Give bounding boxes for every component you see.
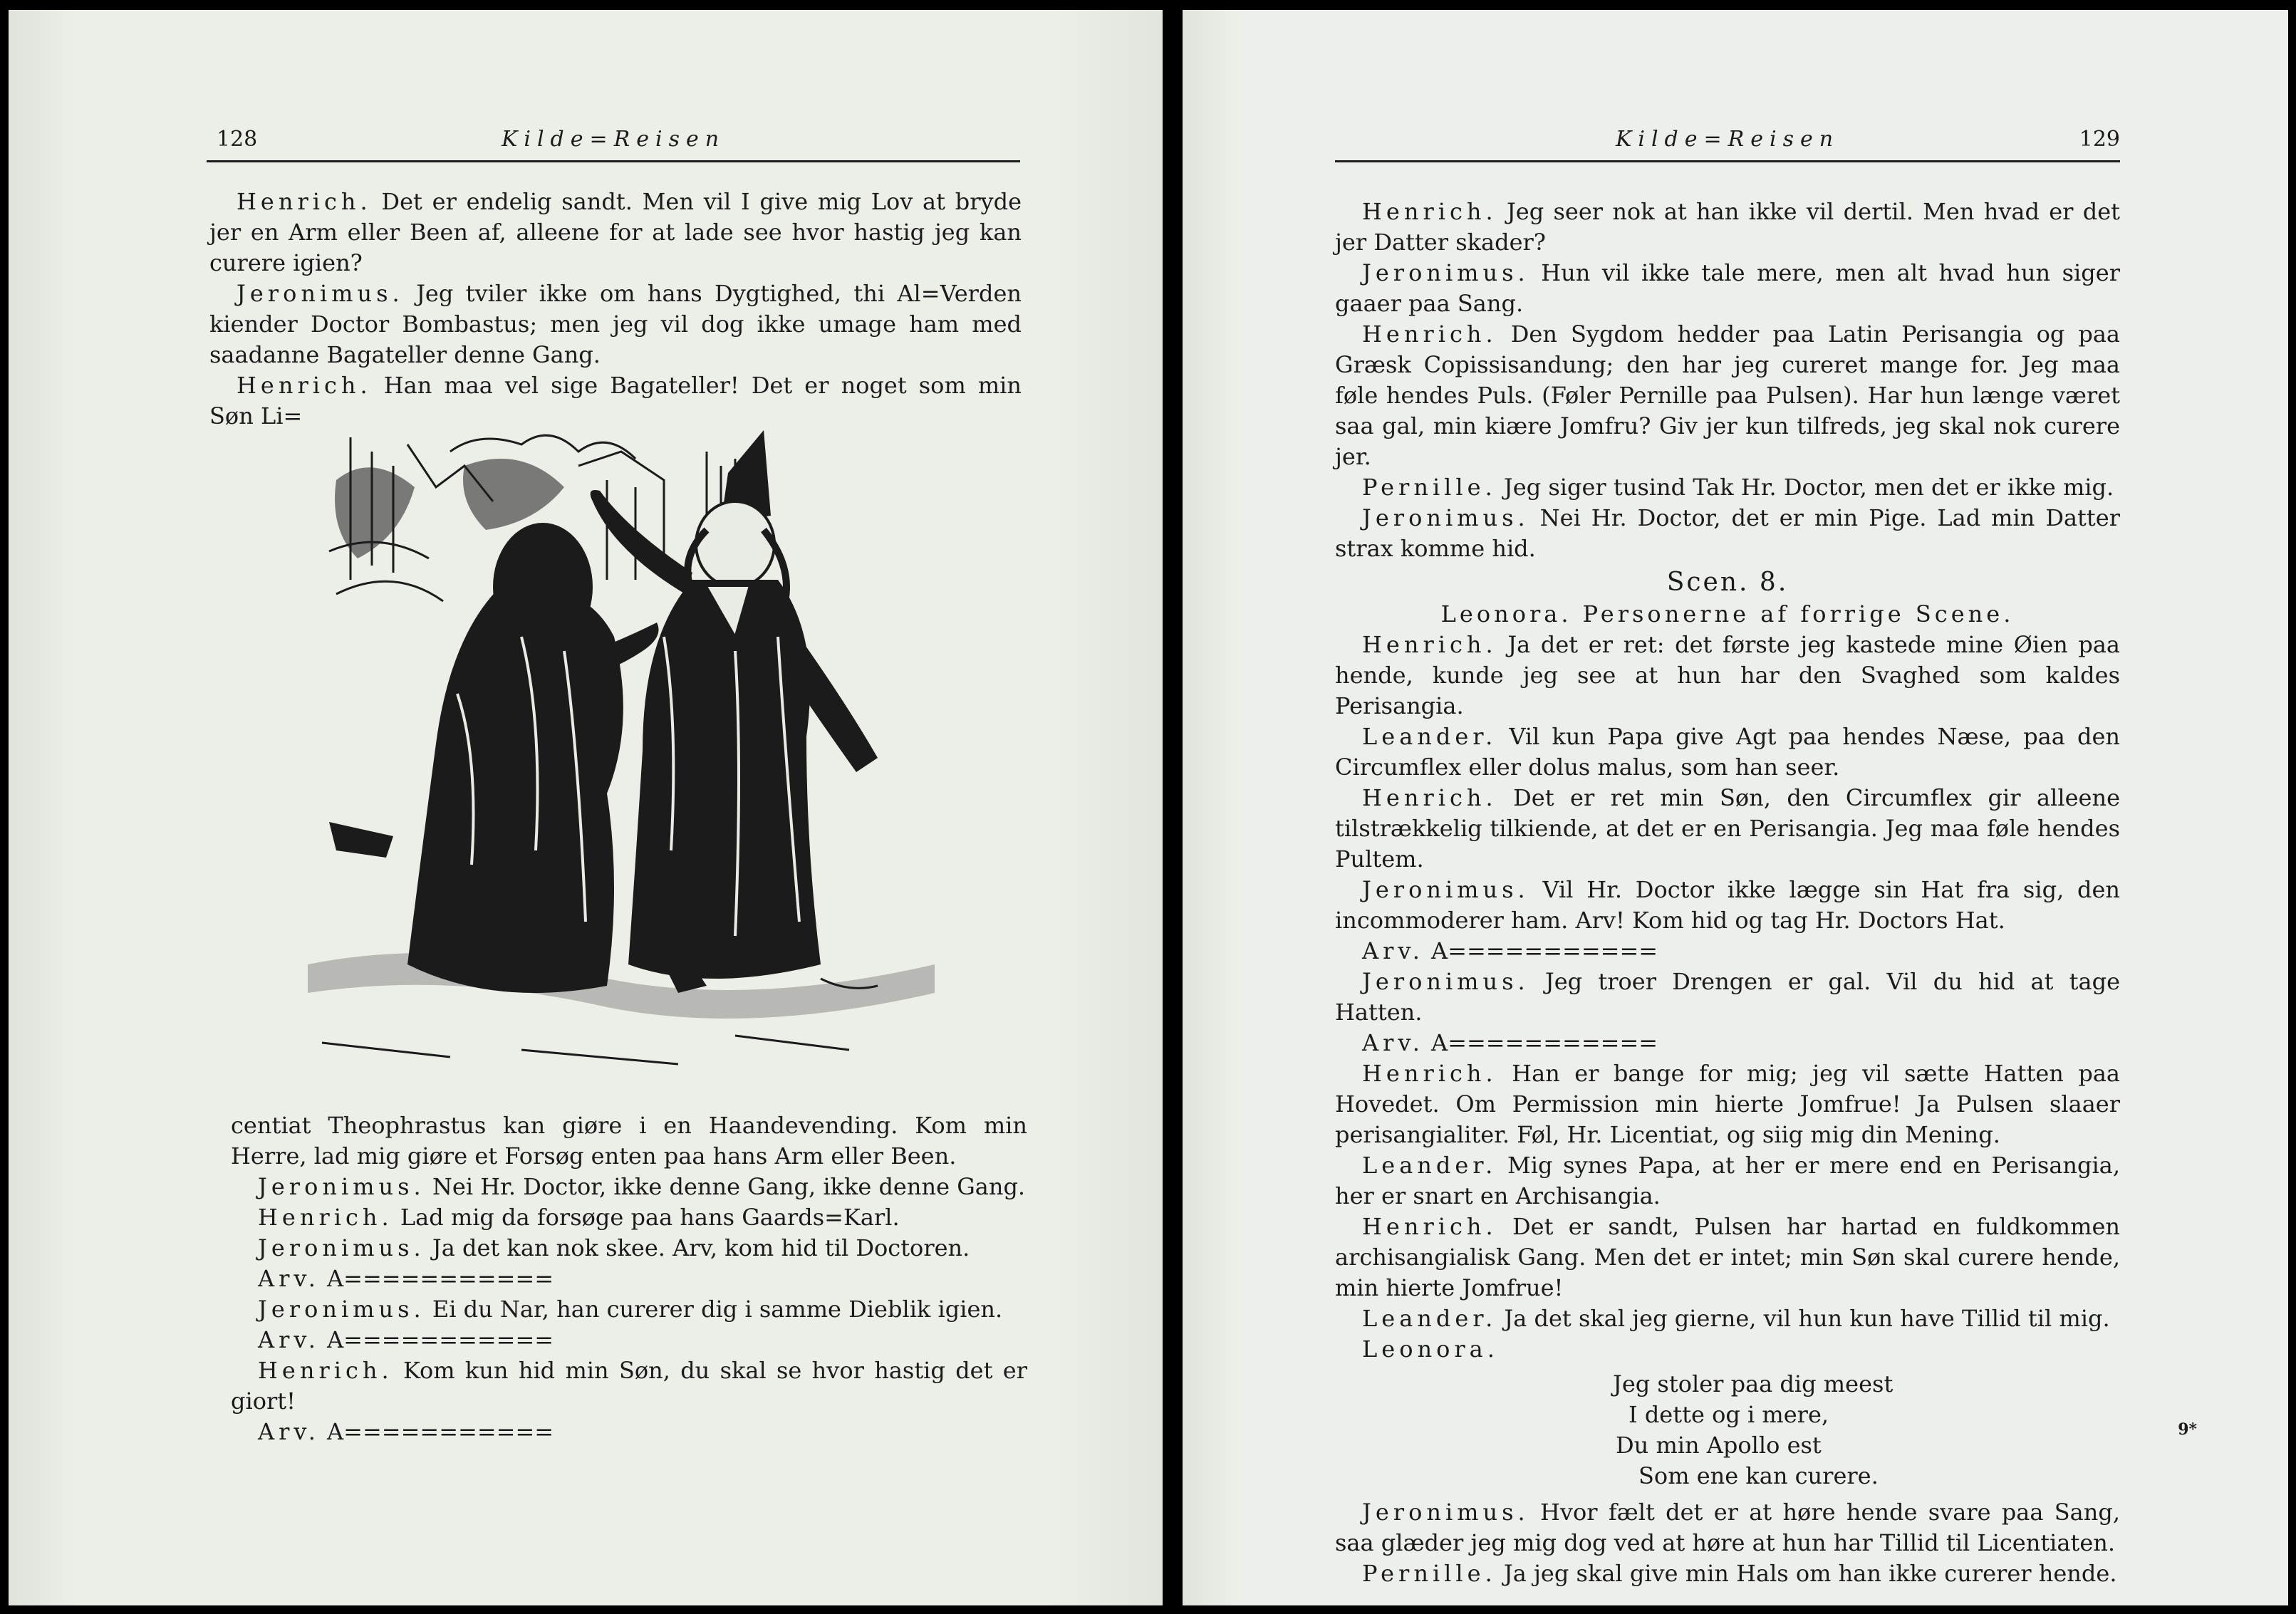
left-running-title: Kilde=Reisen <box>501 127 726 152</box>
line-text: Hvor fælt det er at høre hende svare paa Sang, saa glæder jeg mig dog ved at høre at hun har Tillid til Licentiaten. <box>1335 1499 2120 1556</box>
speaker-name: Pernille. <box>1362 474 1497 501</box>
line-text: Jeg tviler ikke om hans Dygtighed, thi Al=Verden kiender Doctor Bombastus; men jeg vil dog ikke umage ham med saadanne Bagateller denne Gang. <box>209 280 1022 368</box>
dialogue-line <box>1335 1303 2120 1334</box>
line-text: Ja det skal jeg gierne, vil hun kun have Tillid til mig. <box>1497 1305 2110 1332</box>
line-text: Den Sygdom hedder paa Latin Perisangia og paa Græsk Copissisandung; den har jeg cureret mange for. Jeg maa føle hendes Puls. (Føler Pernille paa Pulsen). Har hun længe været saa gal, min kiære Jomfru? Giv jer kun tilfreds, jeg skal nok curere jer. <box>1335 321 2120 470</box>
scene-title: Scen. 8. <box>1666 568 1789 597</box>
speaker-name: Jeronimus. <box>1362 504 1529 531</box>
speaker-name: Henrich. <box>1362 631 1497 658</box>
speaker-name: Jeronimus. <box>258 1234 425 1261</box>
illustration-two-doctors <box>308 423 935 1078</box>
dialogue-line <box>1335 936 2120 967</box>
speaker-name: Leander. <box>1362 723 1497 750</box>
line-text: Ei du Nar, han curerer dig i samme Dieblik igien. <box>425 1296 1003 1323</box>
verse-line: Som ene kan curere. <box>1638 1462 1879 1489</box>
speaker-name: Henrich. <box>1362 784 1497 811</box>
speaker-name: Jeronimus. <box>1362 876 1529 903</box>
right-running-title: Kilde=Reisen <box>1615 127 1840 152</box>
dialogue-line <box>1335 319 2120 472</box>
line-text: Ja jeg skal give min Hals om han ikke curerer hende. <box>1496 1560 2117 1587</box>
dialogue-line <box>1335 258 2120 319</box>
speaker-name: Jeronimus. <box>1362 259 1529 286</box>
line-text: Han maa vel sige Bagateller! Det er noget som min Søn Li= <box>209 372 1022 429</box>
left-page-number: 128 <box>217 127 258 152</box>
dialogue-line <box>231 1355 1027 1417</box>
line-text: Nei Hr. Doctor, ikke denne Gang, ikke denne Gang. <box>425 1173 1026 1200</box>
verse-line: Du min Apollo est <box>1616 1432 1822 1459</box>
dialogue-line <box>1335 472 2120 503</box>
line-text: A=========== <box>319 1265 554 1292</box>
verse-line: I dette og i mere, <box>1629 1401 1829 1428</box>
line-text: Han er bange for mig; jeg vil sætte Hatten paa Hovedet. Om Permission min hierte Jomfrue! Ja Pulsen slaaer perisangialiter. Føl, Hr. Licentiat, og siig mig din Mening. <box>1335 1060 2120 1148</box>
dialogue-line <box>1335 1212 2120 1303</box>
speaker-name: Henrich. <box>1362 1060 1497 1087</box>
speaker-name: Henrich. <box>1362 321 1497 348</box>
speaker-name: Arv. <box>1362 1029 1424 1056</box>
dialogue-line <box>1335 1334 2120 1365</box>
dialogue-line <box>231 1110 1027 1172</box>
dialogue-line <box>1335 722 2120 783</box>
dialogue-line <box>1335 630 2120 722</box>
line-text: Vil Hr. Doctor ikke lægge sin Hat fra sig, den incommoderer ham. Arv! Kom hid og tag Hr. Doctors Hat. <box>1335 876 2120 934</box>
speaker-name: Henrich. <box>258 1204 393 1231</box>
line-text: Jeg seer nok at han ikke vil dertil. Men hvad er det jer Datter skader? <box>1335 198 2120 256</box>
line-text: Det er sandt, Pulsen har hartad en fuldkommen archisangialisk Gang. Men det er intet; min Søn skal curere hende, min hierte Jomfrue! <box>1335 1213 2120 1301</box>
left-page <box>9 10 1163 1605</box>
speaker-name: Henrich. <box>237 188 372 215</box>
signature-mark: 9* <box>2178 1420 2197 1439</box>
speaker-name: Pernille. <box>1362 1560 1497 1587</box>
dialogue-line <box>1335 1028 2120 1058</box>
speaker-name: Arv. <box>258 1418 320 1445</box>
line-text: A=========== <box>319 1326 554 1353</box>
line-text: Det er endelig sandt. Men vil I give mig Lov at bryde jer en Arm eller Been af, alleene for at lade see hvor hastig jeg kan curere igien? <box>209 188 1022 276</box>
line-text: Jeg siger tusind Tak Hr. Doctor, men det er ikke mig. <box>1496 474 2114 501</box>
dialogue-line <box>1335 503 2120 564</box>
verse-block <box>1335 1369 2120 1491</box>
line-text: Hun vil ikke tale mere, men alt hvad hun siger gaaer paa Sang. <box>1335 259 2120 317</box>
dialogue-line <box>1335 783 2120 875</box>
line-text: A=========== <box>1423 937 1658 964</box>
dialogue-line <box>1335 875 2120 936</box>
line-text: A=========== <box>1423 1029 1658 1056</box>
speaker-name: Arv. <box>1362 937 1424 964</box>
line-text: Ja det er ret: det første jeg kastede mine Øien paa hende, kunde jeg see at hun har den Svaghed som kaldes Perisangia. <box>1335 631 2120 719</box>
dialogue-line <box>231 1264 1027 1294</box>
right-page-header <box>1335 123 2120 162</box>
dialogue-line <box>231 1417 1027 1447</box>
dialogue-line <box>231 1202 1027 1233</box>
left-page-header <box>207 123 1020 162</box>
line-text: Jeg troer Drengen er gal. Vil du hid at tage Hatten. <box>1335 968 2120 1026</box>
dialogue-line <box>1335 1497 2120 1558</box>
dialogue-line <box>1335 1058 2120 1150</box>
line-text: Vil kun Papa give Agt paa hendes Næse, paa den Circumflex eller dolus malus, som han seer. <box>1335 723 2120 781</box>
dialogue-line <box>231 1233 1027 1264</box>
speaker-name: Arv. <box>258 1265 320 1292</box>
dialogue-line <box>1335 1150 2120 1212</box>
speaker-name: Henrich. <box>258 1357 393 1384</box>
verse-line: Jeg stoler paa dig meest <box>1613 1370 1894 1397</box>
speaker-name: Jeronimus. <box>1362 1499 1529 1526</box>
speaker-name: Jeronimus. <box>258 1296 425 1323</box>
right-text <box>1335 197 2120 1589</box>
line-text: Ja det kan nok skee. Arv, kom hid til Doctoren. <box>425 1234 970 1261</box>
speaker-name: Henrich. <box>1362 198 1497 225</box>
speaker-name: Jeronimus. <box>237 280 404 307</box>
left-text-bottom <box>231 1110 1027 1447</box>
speaker-name: Jeronimus. <box>258 1173 425 1200</box>
dialogue-line <box>209 187 1022 278</box>
dialogue-line <box>231 1325 1027 1355</box>
left-text-top <box>209 187 1022 432</box>
speaker-name: Leonora. <box>1362 1336 1499 1363</box>
right-page <box>1183 10 2288 1605</box>
speaker-name: Jeronimus. <box>1362 968 1529 995</box>
line-text: Det er ret min Søn, den Circumflex gir alleene tilstrækkelig tilkiende, at det er en Perisangia. Jeg maa føle hendes Pultem. <box>1335 784 2120 873</box>
dialogue-line <box>231 1172 1027 1202</box>
speaker-name: Leander. <box>1362 1305 1497 1332</box>
line-text: A=========== <box>319 1418 554 1445</box>
dialogue-line <box>231 1294 1027 1325</box>
speaker-name: Henrich. <box>1362 1213 1497 1240</box>
dialogue-line <box>1335 967 2120 1028</box>
speaker-name: Henrich. <box>237 372 372 399</box>
line-text: Lad mig da forsøge paa hans Gaards=Karl. <box>393 1204 900 1231</box>
scene-cast: Leonora. Personerne af forrige Scene. <box>1440 600 2015 628</box>
line-text: centiat Theophrastus kan giøre i en Haandevending. Kom min Herre, lad mig giøre et Forsøg enten paa hans Arm eller Been. <box>231 1112 1027 1170</box>
right-page-number: 129 <box>2079 127 2120 152</box>
speaker-name: Arv. <box>258 1326 320 1353</box>
line-text: Nei Hr. Doctor, det er min Pige. Lad min Datter strax komme hid. <box>1335 504 2120 562</box>
speaker-name: Leander. <box>1362 1152 1497 1179</box>
line-text: Kom kun hid min Søn, du skal se hvor hastig det er giort! <box>231 1357 1027 1415</box>
dialogue-line <box>1335 197 2120 258</box>
line-text: Mig synes Papa, at her er mere end en Perisangia, her er snart en Archisangia. <box>1335 1152 2120 1209</box>
dialogue-line <box>1335 1558 2120 1589</box>
dialogue-line <box>209 278 1022 370</box>
